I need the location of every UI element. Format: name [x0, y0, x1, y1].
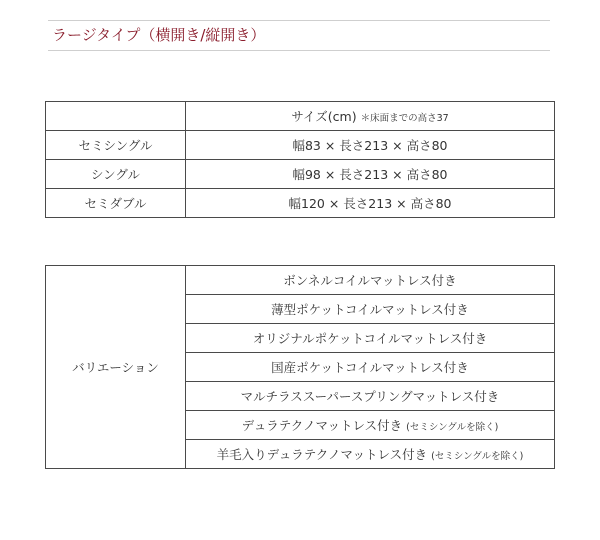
table-row — [46, 266, 555, 295]
variation-item-text: 羊毛入りデュラテクノマットレス付き — [216, 447, 428, 462]
variation-item-cell — [186, 440, 555, 469]
variation-item-note: (セミシングルを除く) — [406, 422, 499, 433]
size-dims-cell: 幅120 × 長さ213 × 高さ80 — [186, 189, 555, 218]
size-dims-cell: 幅83 × 長さ213 × 高さ80 — [186, 131, 555, 160]
size-name-cell: セミシングル — [46, 131, 186, 160]
size-header-empty-cell — [46, 102, 186, 131]
variation-item-cell — [186, 353, 555, 382]
variation-item-cell — [186, 266, 555, 295]
variation-item-text: 薄型ポケットコイルマットレス付き — [271, 302, 469, 317]
variation-label-cell: バリエーション — [46, 266, 186, 469]
title-rule-top — [48, 20, 550, 21]
size-header-note: ＊床面までの高さ37 — [360, 113, 449, 124]
size-table — [45, 101, 555, 218]
variation-item-cell — [186, 295, 555, 324]
variation-item-text: ボンネルコイルマットレス付き — [283, 273, 457, 288]
size-name-cell: セミダブル — [46, 189, 186, 218]
variation-table — [45, 265, 555, 469]
size-name-cell: シングル — [46, 160, 186, 189]
table-row — [46, 189, 555, 218]
variation-item-cell — [186, 382, 555, 411]
section-title: ラージタイプ（横開き/縦開き） — [52, 26, 266, 44]
variation-item-text: オリジナルポケットコイルマットレス付き — [252, 331, 488, 346]
variation-item-text: マルチラススーパースプリングマットレス付き — [240, 389, 500, 404]
title-rule-bottom — [48, 50, 550, 51]
size-header-label: サイズ(cm) — [291, 109, 357, 124]
table-row — [46, 131, 555, 160]
size-header-cell — [186, 102, 555, 131]
variation-item-text: 国産ポケットコイルマットレス付き — [271, 360, 469, 375]
size-dims-cell: 幅98 × 長さ213 × 高さ80 — [186, 160, 555, 189]
table-row — [46, 160, 555, 189]
variation-item-cell — [186, 324, 555, 353]
variation-item-text: デュラテクノマットレス付き — [241, 418, 403, 433]
size-header-row — [46, 102, 555, 131]
variation-item-note: (セミシングルを除く) — [431, 451, 524, 462]
variation-item-cell — [186, 411, 555, 440]
